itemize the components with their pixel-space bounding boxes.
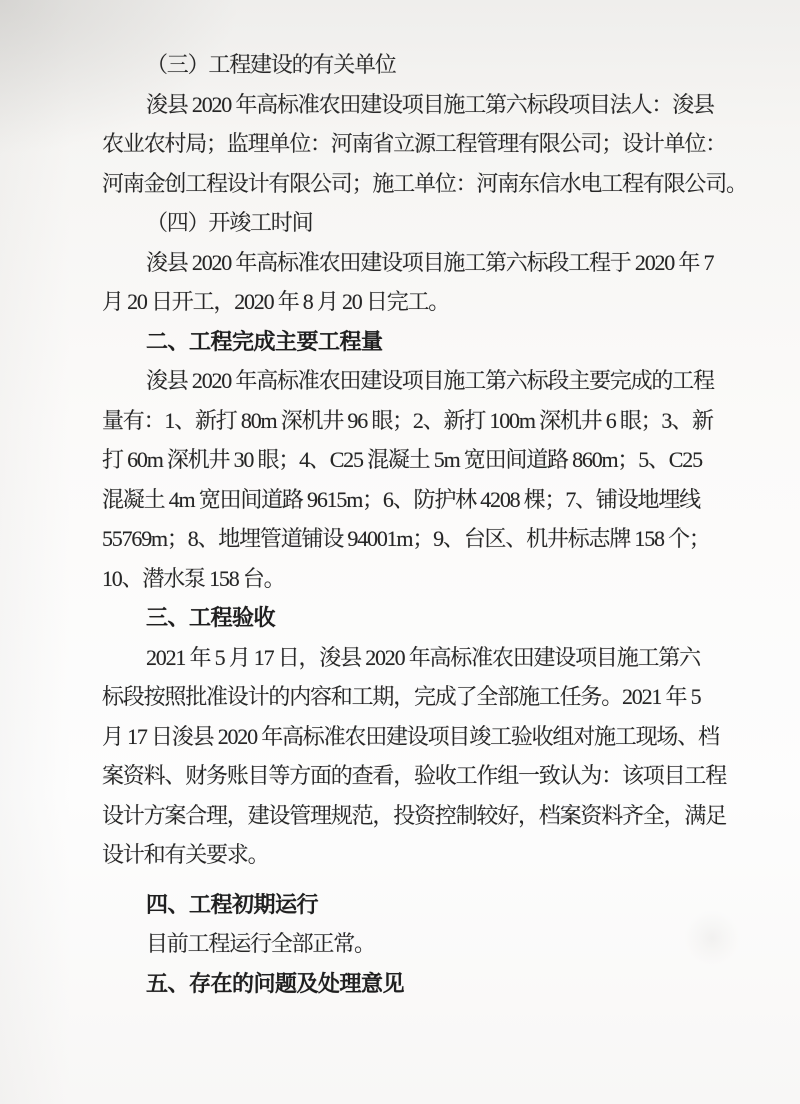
section-heading-3-acceptance: 三、工程验收 xyxy=(146,605,276,630)
section-heading-4-initial-operation: 四、工程初期运行 xyxy=(146,891,319,917)
paragraph-line: 混凝土 4m 宽田间道路 9615m；6、防护林 4208 棵；7、铺设地埋线 xyxy=(102,486,700,512)
paragraph-line: 月 20 日开工，2020 年 8 月 20 日完工。 xyxy=(102,289,450,314)
paragraph-line: 目前工程运行全部正常。 xyxy=(146,931,375,956)
section-heading-5-problems-opinions: 五、存在的问题及处理意见 xyxy=(146,970,405,996)
paragraph-line: 打 60m 深机井 30 眼；4、C25 混凝土 5m 宽田间道路 860m；5、C25 xyxy=(102,447,702,472)
paragraph-line: 月 17 日浚县 2020 年高标准农田建设项目竣工验收组对施工现场、档 xyxy=(102,723,719,749)
paragraph-line: 浚县 2020 年高标准农田建设项目施工第六标段主要完成的工程 xyxy=(146,368,714,393)
paragraph-line: 2021 年 5 月 17 日，浚县 2020 年高标准农田建设项目施工第六 xyxy=(146,644,700,670)
paragraph-line: 量有：1、新打 80m 深机井 96 眼；2、新打 100m 深机井 6 眼；3、新 xyxy=(102,407,713,433)
paragraph-line: 设计方案合理，建设管理规范，投资控制较好，档案资料齐全，满足 xyxy=(102,802,727,828)
paragraph-line: 标段按照批准设计的内容和工期，完成了全部施工任务。2021 年 5 xyxy=(102,684,701,709)
paragraph-line: 河南金创工程设计有限公司；施工单位：河南东信水电工程有限公司。 xyxy=(102,170,747,196)
paragraph-line: 设计和有关要求。 xyxy=(102,842,269,867)
paragraph-line: 浚县 2020 年高标准农田建设项目施工第六标段项目法人：浚县 xyxy=(146,91,714,117)
paragraph-line: 浚县 2020 年高标准农田建设项目施工第六标段工程于 2020 年 7 xyxy=(146,249,714,275)
paragraph-line: 10、潜水泵 158 台。 xyxy=(102,565,285,591)
subsection-heading-4-start-completion-time: （四）开竣工时间 xyxy=(146,210,313,235)
section-heading-2-completed-quantities: 二、工程完成主要工程量 xyxy=(146,328,383,354)
paragraph-line: 案资料、财务账目等方面的查看，验收工作组一致认为：该项目工程 xyxy=(102,763,727,788)
subsection-heading-3-related-units: （三）工程建设的有关单位 xyxy=(146,52,396,77)
paragraph-line: 农业农村局；监理单位：河南省立源工程管理有限公司；设计单位： xyxy=(102,131,727,156)
paragraph-line: 55769m；8、地埋管道铺设 94001m；9、台区、机井标志牌 158 个； xyxy=(102,526,710,551)
